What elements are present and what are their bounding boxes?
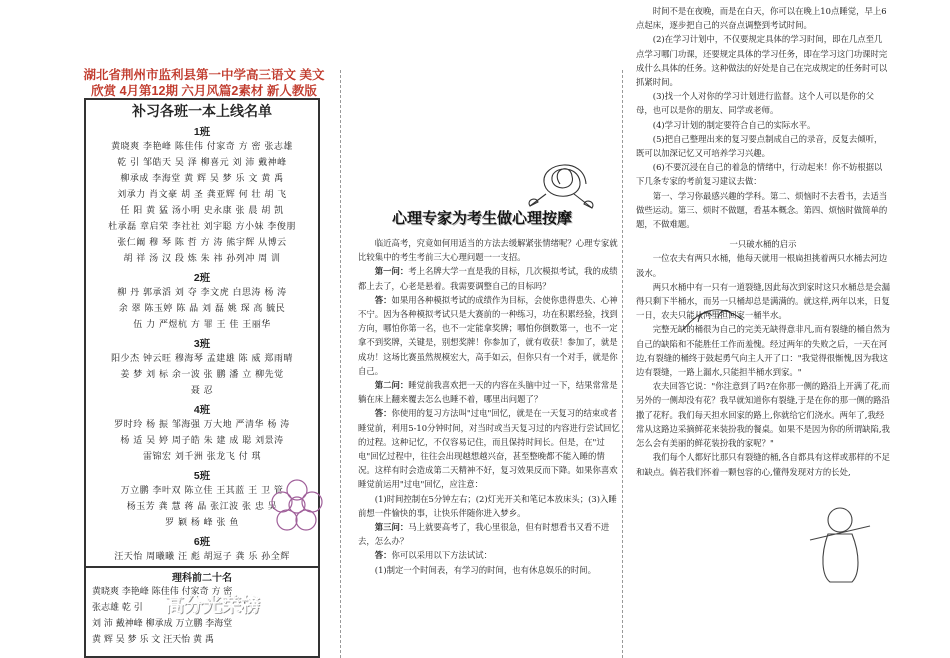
paragraph-text: 考上名牌大学一直是我的目标，几次模拟考试，我的成绩都上去了，心老是悬着。我需要调整自己的目标吗？ [358, 266, 618, 291]
name-line: 杜承磊 章启荣 李社社 刘宇聪 方小妹 李俊朋 [108, 222, 296, 232]
ranking-title: 补习各班一本上线名单 [132, 103, 272, 119]
flower-illustration [262, 470, 332, 540]
right-column [636, 4, 890, 479]
right-paragraph: (6)不要沉浸在自己的着急的情绪中，行动起来！你不妨根据以下几条专家的考前复习建议去做： [636, 162, 883, 187]
right-paragraph: (5)把自己整理出来的复习要点制成自己的录音，反复去倾听，既可以加深记忆又可培养学习兴趣。 [636, 133, 883, 159]
column-divider [340, 70, 341, 658]
name-line: 黄晓爽 李艳峰 陈佳伟 付家奇 方 密 张志雄 [111, 142, 293, 152]
paragraph-text: 马上就要高考了，我心里很急，但有时想看书又看不进去，怎么办？ [358, 522, 610, 547]
class-label: 5班 [193, 470, 211, 482]
column-divider [622, 70, 623, 658]
right-paragraph: (3)找一个人对你的学习计划进行监督。这个人可以是你的父母，也可以是你的朋友、同学或老师。 [636, 91, 875, 116]
name-line: 刘 沛 戴神峰 柳承成 万立鹏 李海堂 [92, 619, 233, 629]
name-line: 雷锦宏 刘千洲 张龙飞 付 琪 [143, 452, 261, 462]
story-paragraph: 我们每个人都好比那只有裂缝的桶,各自都具有这样或那样的不足和缺点。倘若我们怀着一颗包容的心,懂得发现对方的长处, [636, 452, 890, 477]
name-line: 乾 引 邹皓天 吴 泽 柳喜元 刘 沛 戴神峰 [117, 158, 287, 168]
story-paragraph: 两只水桶中有一只有一道裂缝,因此每次到家时这只水桶总是会漏得只剩下半桶水，而另一只桶却总是满满的。就这样,两年以来，日复一日，农夫只能从河里担回家一桶半水。 [636, 281, 890, 321]
honor-badge: 高分光荣榜 [165, 595, 261, 616]
name-line: 黄晓爽 李艳峰 陈佳伟 付家奇 方 密 [92, 587, 233, 597]
question-lead: 答： [374, 408, 392, 419]
name-line: 汪天怡 周曦曦 汪 彪 胡逗子 龚 乐 孙全辉 [114, 552, 290, 562]
article-paragraph [358, 520, 620, 548]
name-line: 张仁阚 穆 琴 陈 哲 方 涛 熊宇辉 从博云 [117, 238, 287, 248]
name-line: 罗时玲 杨 振 邹海强 万大地 严清华 杨 涛 [114, 420, 290, 430]
article-body [358, 236, 620, 577]
name-line: 聂 忍 [190, 386, 214, 396]
paragraph-text: (1)制定一个时间表，有学习的时间，也有休息娱乐的时间。 [374, 564, 597, 575]
article-paragraph [358, 293, 620, 378]
class-label: 4班 [193, 404, 211, 416]
story-paragraph: 一位农夫有两只水桶，他每天就用一根扁担挑着两只水桶去河边汲水。 [636, 253, 888, 278]
right-paragraph: (4)学习计划的制定要符合自己的实际水平。 [652, 119, 816, 130]
paragraph-text: 睡觉前我喜欢把一天的内容在头脑中过一下，结果常常是躺在床上翻来覆去怎么也睡不着，哪里出问题了？ [358, 380, 618, 405]
name-line: 余 翠 陈玉婷 陈 晶 刘 磊 姚 琛 高 毓民 [118, 304, 286, 314]
name-line: 杨 适 吴 婷 周子皓 朱 建 成 聪 刘景涛 [120, 436, 284, 446]
article-paragraph [358, 548, 620, 562]
article-title: 心理专家为考生做心理按摩 [392, 210, 573, 227]
name-line: 柳 丹 郭承滔 刘 夺 李文虎 白思涛 杨 涛 [117, 288, 287, 298]
class-names [86, 139, 318, 267]
name-line: 罗 颖 杨 峰 张 鱼 [165, 518, 239, 528]
name-line: 黄 辉 吴 梦 乐 文 汪天怡 黄 禹 [92, 635, 214, 645]
story-paragraph: 完整无缺的桶很为自己的完美无缺得意非凡,而有裂缝的桶自然为自己的缺陷和不能胜任工作而羞愧。经过两年的失败之后，一天在河边,有裂缝的桶终于鼓起勇气向主人开了口："我觉得很惭愧,因为我这边有裂缝，一路上漏水,只能担半桶水到家。" [636, 324, 890, 378]
class-label: 6班 [193, 536, 211, 548]
paragraph-text: 你可以采用以下方法试试： [391, 550, 493, 561]
article-paragraph [358, 378, 620, 406]
question-lead: 答： [374, 550, 392, 561]
article-paragraph [358, 264, 620, 292]
name-line: 刘承力 肖文豪 胡 圣 龚亚辉 何 壮 胡 飞 [117, 190, 287, 200]
question-lead: 第一问： [374, 266, 409, 277]
class-label: 2班 [193, 272, 211, 284]
article-paragraph [358, 236, 620, 264]
article-paragraph [358, 406, 620, 491]
class-names [86, 417, 318, 465]
question-lead: 答： [374, 294, 392, 305]
right-paragraph: 时间不是在夜晚，而是在白天，你可以在晚上10点睡觉，早上6点起床，逐步把自己的兴奋点调整到考试时间。 [636, 6, 887, 31]
story-title: 一只破水桶的启示 [729, 239, 797, 250]
name-line: 张志雄 乾 引 [92, 603, 143, 613]
article-paragraph [358, 563, 620, 577]
paragraph-text: 临近高考，究竟如何用适当的方法去缓解紧张情绪呢？心理专家就比较集中的考生考前三大心理问题一一支招。 [358, 238, 618, 263]
question-lead: 第三问： [374, 522, 409, 533]
name-line: 柳承成 李海堂 黄 辉 吴 梦 乐 文 黄 禹 [120, 174, 284, 184]
paragraph-text: 如果用各种模拟考试的成绩作为目标，会使你患得患失、心神不宁。因为各种模拟考试只是大赛前的一种练习，功在积累经验，找到方向，哪怕你第一名，也不一定能拿奖牌；哪怕你倒数第一，也不一定拿不到奖牌，关键是，别想奖牌！你参加了，就有收获！参加了，就是成功！这场比赛虽然规模宏大，高手如云，但你只有一个对手，就是你自己。 [358, 294, 618, 376]
name-line: 姜 梦 刘 标 余一波 张 鹏 潘 立 柳先觉 [120, 370, 284, 380]
class-label: 3班 [193, 338, 211, 350]
story-paragraph: 农夫回答它说："你注意到了吗?在你那一侧的路沿上开满了花,而另外的一侧却没有花？我早就知道你有裂缝,于是在你的那一侧的路沿撒了花籽。我们每天担水回家的路上,你就给它们浇水。两年了,我经常从这路边采摘鲜花来装扮我的餐桌。如果不是因为你的所谓缺陷,我怎么会有美丽的鲜花装扮我的家呢？" [636, 381, 890, 449]
right-paragraph: (2)在学习计划中，不仅要规定具体的学习时间，即在几点至几点学习哪门功课，还要规定具体的学习任务，即在学习这门功课时完成什么具体的任务。这种做法的好处是自己在完成规定的任务时可以抓紧时间。 [636, 34, 888, 88]
name-line: 伍 力 严煜杭 方 罪 王 佳 王丽华 [133, 320, 271, 330]
paragraph-text: (1)时间控制在5分钟左右；(2)灯光开关和笔记本放床头；(3)入睡前想一件愉快的事，让快乐伴随你进入梦乡。 [358, 493, 617, 518]
class-names [86, 351, 318, 399]
question-lead: 第二问： [374, 380, 409, 391]
name-line: 万立鹏 李叶双 陈立佳 王其蓝 王 卫 管 [120, 486, 284, 496]
paragraph-text: 你使用的复习方法叫"过电"回忆，就是在一天复习的结束或者睡觉前，利用5-10分钟时间，对当时或当天复习过的内容进行尝试回忆的过程。这种记忆，不仅容易记住，而且保持时间长。但是，在"过电"回忆过程中，往往会出现越想越兴奋，甚至整晚都不能入睡的情况。这样有时会造成第二天精神不好，复习效果反而下降。如果你喜欢睡觉前运用"过电"回忆，应注意： [358, 408, 620, 490]
top20-title: 理科前二十名 [172, 573, 232, 584]
name-line: 任 阳 黄 猛 汤小明 史永康 张 晨 胡 凯 [120, 206, 284, 216]
article-paragraph [358, 492, 620, 520]
name-line: 阳少杰 钟云旺 穆海琴 孟建雄 陈 威 郑雨晴 [111, 354, 293, 364]
name-line: 胡 祥 汤 汉 段 炼 朱 祎 孙列冲 周 训 [123, 254, 281, 264]
document-title: 湖北省荆州市监利县第一中学高三语文 美文欣赏 4月第12期 六月风篇2素材 新人教版 [83, 68, 325, 98]
right-paragraph: 第一、学习你最感兴趣的学科。第二、烦恼时不去看书，去适当做些运动。第三、烦时不做题，看基本概念。第四、烦恼时做简单的题，不做难题。 [636, 190, 888, 230]
name-line: 杨玉芳 龚 慧 蒋 晶 张江波 张 忠 吴 [126, 502, 278, 512]
class-names [86, 549, 318, 565]
class-names [86, 285, 318, 333]
class-label: 1班 [193, 126, 211, 138]
figure-illustration [800, 496, 880, 586]
